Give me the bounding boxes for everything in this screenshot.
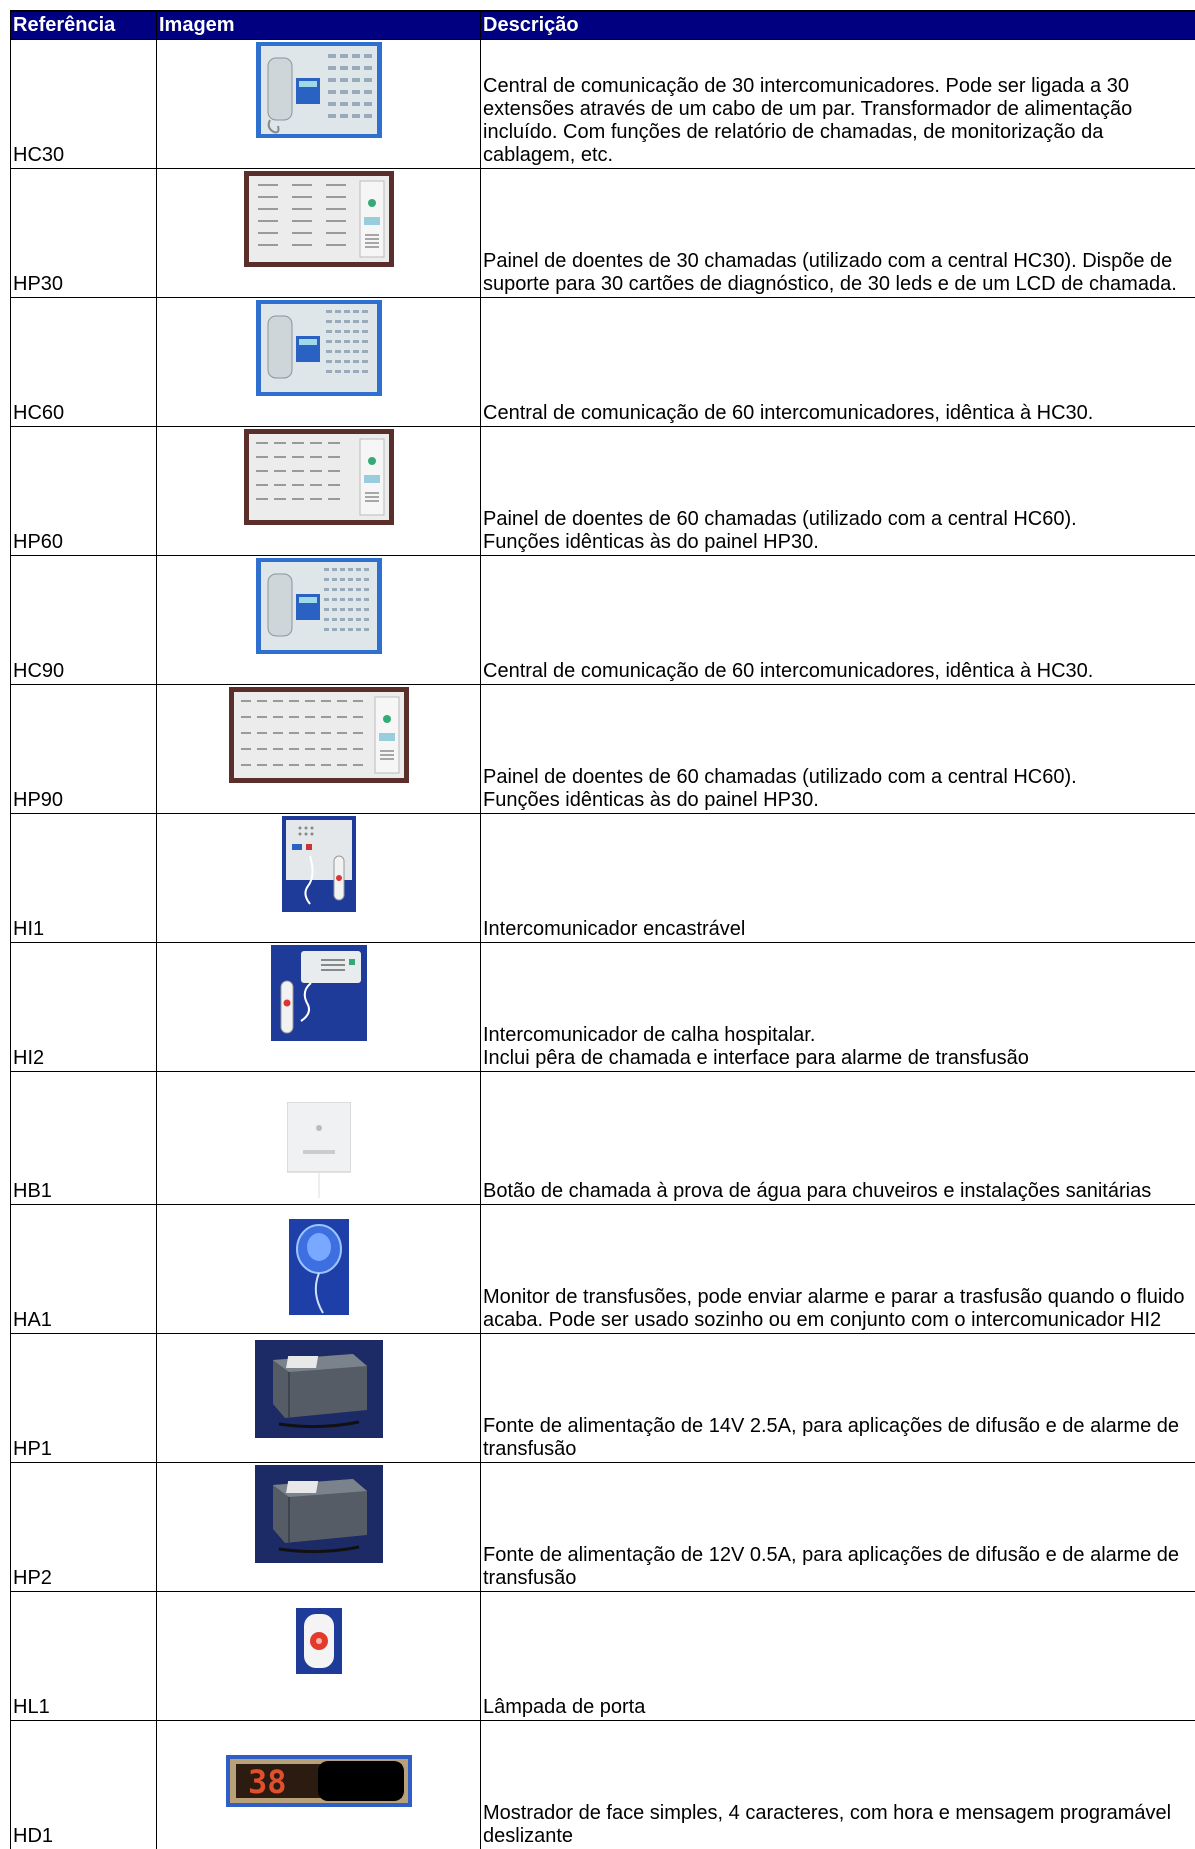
table-row: [11, 1463, 1195, 1592]
row-reference: HC30: [11, 40, 157, 169]
row-reference: HP2: [11, 1463, 157, 1592]
transfusion-monitor-icon: [289, 1219, 349, 1315]
table-row: [11, 1721, 1195, 1849]
intercom-console-icon: [256, 558, 382, 654]
header-image: Imagem: [157, 11, 481, 40]
row-description: Fonte de alimentação de 12V 0.5A, para aplicações de difusão e de alarme de transfusão: [481, 1463, 1195, 1592]
header-reference: Referência: [11, 11, 157, 40]
table-row: [11, 427, 1195, 556]
table-row: [11, 556, 1195, 685]
row-reference: HC60: [11, 298, 157, 427]
header-description: Descrição: [481, 11, 1195, 40]
row-reference: HP90: [11, 685, 157, 814]
row-description: Painel de doentes de 60 chamadas (utilizado com a central HC60). Funções idênticas às do painel HP30.: [481, 427, 1195, 556]
patient-panel-icon: [244, 171, 394, 267]
row-description: Painel de doentes de 60 chamadas (utilizado com a central HC60). Funções idênticas às do painel HP30.: [481, 685, 1195, 814]
table-row: [11, 169, 1195, 298]
row-description: Lâmpada de porta: [481, 1592, 1195, 1721]
waterproof-call-button-icon: [287, 1102, 351, 1198]
product-table: [10, 10, 1195, 1849]
row-description: Fonte de alimentação de 14V 2.5A, para aplicações de difusão e de alarme de transfusão: [481, 1334, 1195, 1463]
table-row: [11, 298, 1195, 427]
door-lamp-icon: [296, 1608, 342, 1674]
row-description: Painel de doentes de 30 chamadas (utilizado com a central HC30). Dispõe de suporte para 30 cartões de diagnóstico, de 30 leds e de um LCD de chamada.: [481, 169, 1195, 298]
table-row: [11, 685, 1195, 814]
table-row: [11, 1334, 1195, 1463]
table-header-row: [11, 11, 1195, 40]
led-display-icon: [226, 1755, 412, 1807]
row-reference: HI2: [11, 943, 157, 1072]
display-digits: 38: [248, 1763, 287, 1801]
row-description: Central de comunicação de 60 intercomunicadores, idêntica à HC30.: [481, 556, 1195, 685]
patient-panel-icon: [244, 429, 394, 525]
rail-intercom-icon: [271, 945, 367, 1041]
power-supply-icon: [255, 1465, 383, 1563]
row-description: Central de comunicação de 60 intercomunicadores, idêntica à HC30.: [481, 298, 1195, 427]
table-row: [11, 1072, 1195, 1205]
row-description: Botão de chamada à prova de água para chuveiros e instalações sanitárias: [481, 1072, 1195, 1205]
row-reference: HI1: [11, 814, 157, 943]
table-row: [11, 814, 1195, 943]
table-row: [11, 40, 1195, 169]
row-description: Mostrador de face simples, 4 caracteres, com hora e mensagem programável deslizante: [481, 1721, 1195, 1849]
row-reference: HP1: [11, 1334, 157, 1463]
row-reference: HL1: [11, 1592, 157, 1721]
power-supply-icon: [255, 1340, 383, 1438]
row-description: Intercomunicador encastrável: [481, 814, 1195, 943]
row-reference: HA1: [11, 1205, 157, 1334]
flush-intercom-icon: [282, 816, 356, 912]
row-reference: HC90: [11, 556, 157, 685]
table-row: [11, 1592, 1195, 1721]
row-description: Intercomunicador de calha hospitalar. Inclui pêra de chamada e interface para alarme de transfusão: [481, 943, 1195, 1072]
row-description: Central de comunicação de 30 intercomunicadores. Pode ser ligada a 30 extensões através de um cabo de um par. Transformador de alimentação incluído. Com funções de relatório de chamadas, de monitorização da cablagem, etc.: [481, 40, 1195, 169]
intercom-console-icon: [256, 42, 382, 138]
row-reference: HP60: [11, 427, 157, 556]
intercom-console-icon: [256, 300, 382, 396]
row-description: Monitor de transfusões, pode enviar alarme e parar a trasfusão quando o fluido acaba. Pode ser usado sozinho ou em conjunto com o intercomunicador HI2: [481, 1205, 1195, 1334]
table-row: [11, 1205, 1195, 1334]
row-reference: HD1: [11, 1721, 157, 1849]
patient-panel-icon: [229, 687, 409, 783]
row-reference: HB1: [11, 1072, 157, 1205]
table-row: [11, 943, 1195, 1072]
row-reference: HP30: [11, 169, 157, 298]
